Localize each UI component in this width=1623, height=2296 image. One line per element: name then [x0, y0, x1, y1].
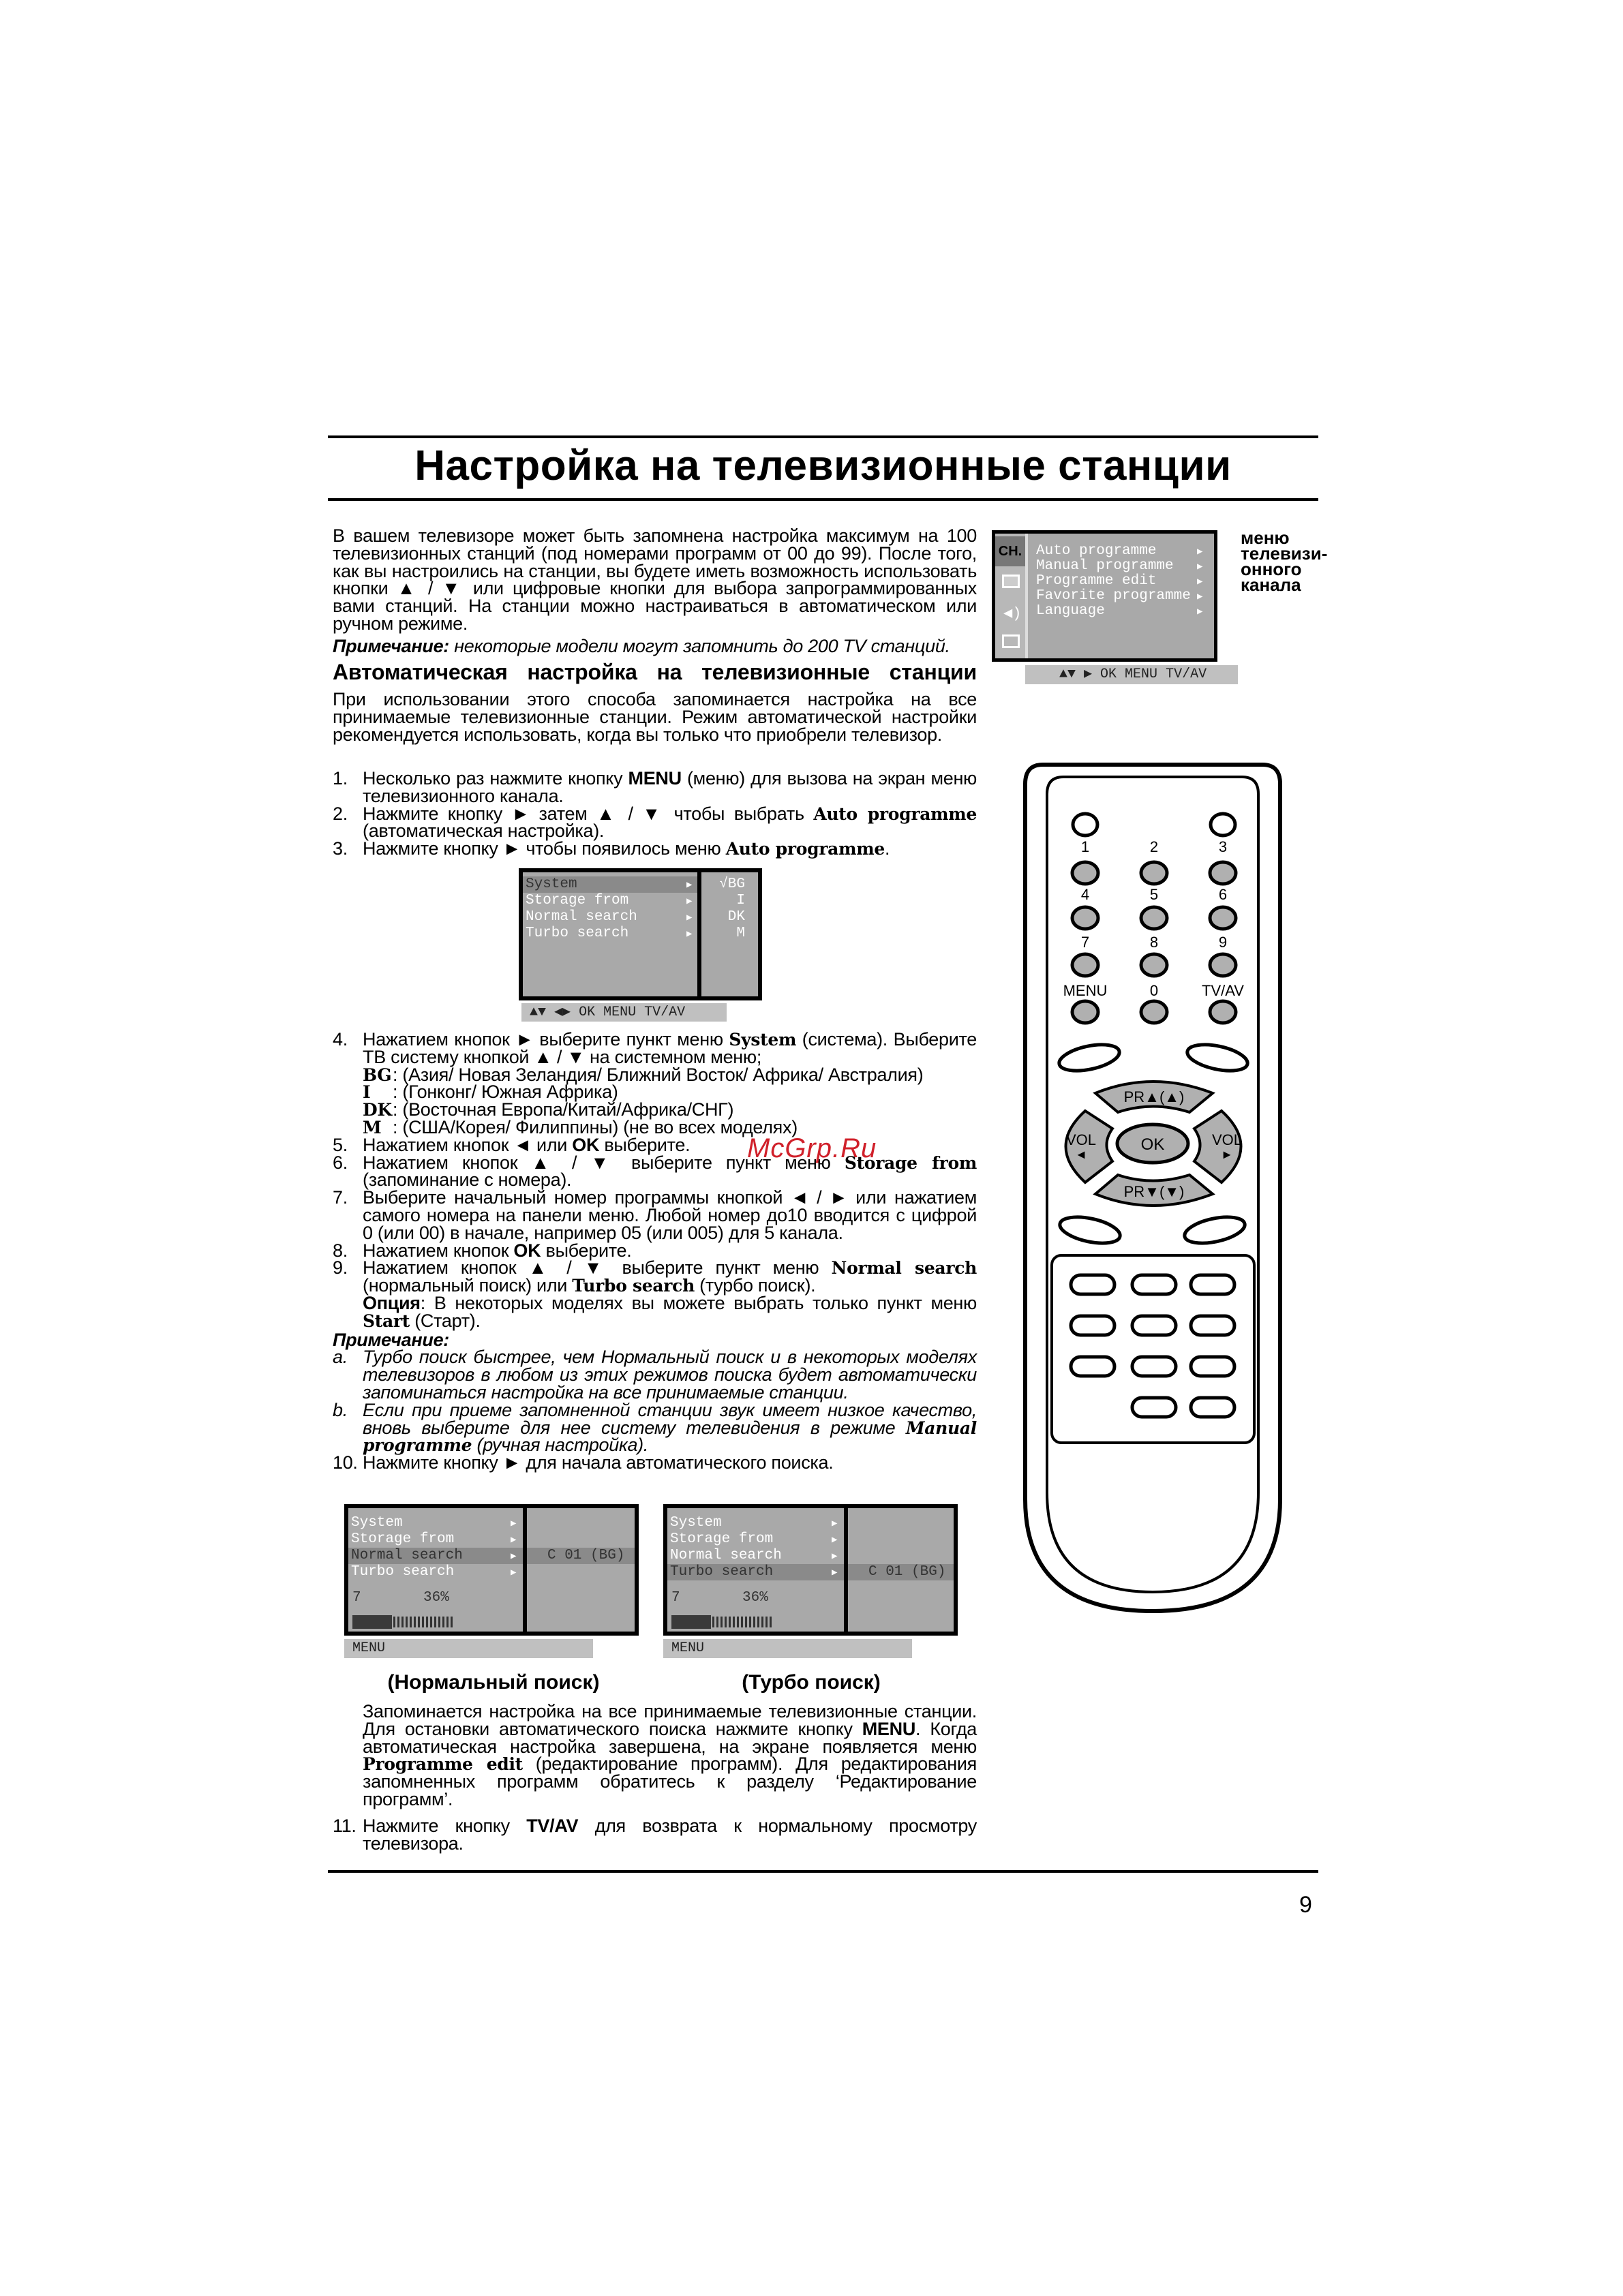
function-button[interactable] [1132, 1275, 1176, 1294]
tv-av-button[interactable] [1210, 1001, 1236, 1023]
digit-6-button[interactable] [1210, 907, 1236, 929]
text-run: . [884, 838, 890, 859]
vol-left-label: VOL [1065, 1131, 1097, 1148]
function-button[interactable] [1071, 1275, 1114, 1294]
text-run: (автоматическая настройка). [363, 821, 605, 842]
caption-line: онного [1241, 559, 1302, 579]
list-number: 11. [333, 1816, 357, 1836]
progress-percent: 36% [423, 1590, 449, 1606]
digit-7-label: 7 [1080, 934, 1090, 951]
chevron-right-icon: ▶ [686, 880, 693, 891]
digit-3-button[interactable] [1210, 862, 1236, 884]
text-run: Нажмите кнопку [363, 1816, 527, 1836]
emphasis-text: Auto programme [725, 839, 885, 859]
vol-left-arrow: ◄ [1075, 1148, 1087, 1161]
chevron-right-icon: ▶ [686, 929, 693, 940]
emphasis-text: MENU [628, 768, 682, 789]
power-button-right[interactable] [1211, 814, 1235, 836]
auto-programme-footer: ▲▼ ◀▶ OK MENU TV/AV [521, 1003, 727, 1022]
digit-9-label: 9 [1218, 934, 1228, 951]
digit-1-label: 1 [1080, 838, 1090, 855]
function-button[interactable] [1191, 1275, 1234, 1294]
function-button[interactable] [1191, 1398, 1234, 1417]
system-code: I [363, 1082, 371, 1103]
system-regions: : (Азия/ Новая Зеландия/ Ближний Восток/ Африка/ Австралия) [393, 1064, 924, 1085]
text-run: (система). Выберите ТВ систему кнопкой ▲ / ▼ на системном меню; [363, 1029, 977, 1067]
menu-label: MENU [1063, 982, 1108, 999]
text-run: Нажатием кнопок ► выберите пункт меню [363, 1029, 729, 1050]
osd-menu-item[interactable]: Storage from [351, 1531, 455, 1547]
text-run: выберите. [599, 1134, 691, 1155]
chevron-right-icon: ▶ [1197, 547, 1203, 557]
ok-label: OK [1140, 1135, 1165, 1154]
osd-menu-item[interactable]: Turbo search [351, 1564, 455, 1580]
watermark: McGrp.Ru [747, 1133, 877, 1163]
list-number: 2. [333, 803, 348, 824]
menu-button[interactable] [1072, 1001, 1098, 1023]
text-run: Нажмите кнопку ► чтобы появилось меню [363, 838, 726, 859]
pr-up-label: PR▲(▲) [1123, 1088, 1185, 1105]
function-button[interactable] [1071, 1357, 1114, 1376]
chevron-right-icon: ▶ [511, 1567, 517, 1578]
programme-number: 7 [671, 1590, 680, 1606]
list-number: b. [333, 1399, 348, 1420]
list-number: 9. [333, 1257, 348, 1279]
osd-menu-item[interactable]: Storage from [670, 1531, 774, 1547]
osd-menu-item[interactable]: Normal search [351, 1548, 463, 1563]
osd-menu-item[interactable]: Auto programme [1036, 543, 1157, 559]
chevron-right-icon: ▶ [511, 1551, 517, 1562]
screen-caption: (Турбо поиск) [742, 1671, 881, 1694]
digit-4-label: 4 [1080, 886, 1090, 903]
tv-system-option[interactable]: √BG [719, 876, 745, 892]
digit-8-label: 8 [1149, 934, 1159, 951]
list-number: 7. [333, 1187, 348, 1208]
osd-menu-item[interactable]: Programme edit [1036, 573, 1157, 589]
osd-menu-item[interactable]: System [351, 1515, 403, 1531]
emphasis-text: Start [363, 1311, 410, 1331]
section-heading: Автоматическая настройка на телевизионные станции [333, 660, 977, 684]
list-number: 6. [333, 1152, 348, 1173]
system-code: BG [363, 1065, 392, 1085]
digit-5-button[interactable] [1141, 907, 1167, 929]
chevron-right-icon: ▶ [686, 913, 693, 923]
text-run: Если при приеме запомненной станции звук имеет низкое качество, вновь выберите для нее систему телевидения в режиме [363, 1399, 977, 1438]
osd-menu-item[interactable]: System [670, 1515, 722, 1531]
list-number: 3. [333, 838, 348, 859]
search-footer: MENU [344, 1639, 593, 1658]
channel-menu-footer: ▲▼ ▶ OK MENU TV/AV [1025, 665, 1238, 684]
digit-1-button[interactable] [1072, 862, 1098, 884]
text-run: (запоминание с номера). [363, 1169, 572, 1191]
text-run: Нажатием кнопок ▲ / ▼ выберите пункт меню [363, 1257, 832, 1279]
chevron-right-icon: ▶ [511, 1518, 517, 1529]
function-button[interactable] [1132, 1398, 1176, 1417]
emphasis-text: Storage from [844, 1152, 977, 1173]
emphasis-text: Auto programme [813, 803, 977, 824]
system-regions: : (Восточная Европа/Китай/Африка/СНГ) [393, 1099, 734, 1120]
function-button[interactable] [1071, 1316, 1114, 1335]
chevron-right-icon: ▶ [511, 1535, 517, 1546]
list-number: 4. [333, 1029, 348, 1050]
system-code: M [363, 1117, 382, 1137]
screen-caption: (Нормальный поиск) [387, 1671, 600, 1694]
power-button-left[interactable] [1073, 814, 1097, 836]
tv-system-option[interactable]: DK [727, 909, 745, 925]
emphasis-text: Опция [363, 1292, 421, 1313]
list-number: a. [333, 1347, 348, 1368]
text-run: (нормальный поиск) или [363, 1275, 573, 1296]
digit-5-label: 5 [1149, 886, 1159, 903]
emphasis-text: OK [572, 1134, 600, 1155]
channel-readout: C 01 (BG) [547, 1548, 625, 1563]
text-run: Нажатием кнопок ▲ / ▼ выберите пункт меню [363, 1152, 845, 1173]
text-run: (ручная настройка). [472, 1435, 649, 1456]
emphasis-text: OK [513, 1240, 541, 1261]
digit-7-button[interactable] [1072, 954, 1098, 976]
function-button[interactable] [1191, 1316, 1234, 1335]
tab-channel[interactable]: CH. [995, 536, 1025, 566]
chevron-right-icon: ▶ [686, 896, 693, 907]
emphasis-text: Normal search [831, 1258, 977, 1279]
digit-2-label: 2 [1149, 838, 1159, 855]
text-run: (редактирование программ). Для редактирования запомненных программ обратитесь к разделу ‘Редактирование программ’. [363, 1754, 977, 1809]
digit-8-button[interactable] [1141, 954, 1167, 976]
note-text: некоторые модели могут запомнить до 200 TV станций. [449, 636, 950, 656]
digit-0-button[interactable] [1141, 1001, 1167, 1023]
progress-percent: 36% [742, 1590, 768, 1606]
system-regions: : (Гонконг/ Южная Африка) [393, 1082, 618, 1103]
note-label: Примечание: [333, 636, 449, 656]
tv-system-option[interactable]: M [736, 925, 745, 941]
emphasis-text: TV/AV [526, 1816, 579, 1836]
digit-4-button[interactable] [1072, 907, 1098, 929]
chevron-right-icon: ▶ [832, 1518, 838, 1529]
osd-menu-item[interactable]: Language [1036, 603, 1105, 619]
osd-menu-item[interactable]: Storage from [526, 893, 629, 908]
vol-right-arrow: ► [1221, 1148, 1233, 1161]
tv-system-option[interactable]: I [736, 893, 745, 908]
caption-line: меню [1241, 527, 1290, 548]
caption-line: телевизи- [1241, 543, 1328, 564]
list-number: 10. [333, 1452, 358, 1473]
chevron-right-icon: ▶ [1197, 607, 1203, 617]
text-run: (меню) для вызова на экран меню телевизионного канала. [363, 768, 977, 806]
text-run: Нажмите кнопку ► для начала автоматического поиска. [363, 1452, 834, 1473]
intro-paragraph-2: При использовании этого способа запоминается настройка на все принимаемые телевизионные станции. Режим автоматической настройки рекомендуется использовать, когда вы только что приобрели телевизор. [333, 689, 977, 745]
text-run: выберите. [541, 1240, 632, 1261]
system-regions: : (США/Корея/ Филиппины) (не во всех моделях) [393, 1116, 798, 1137]
text-run: (турбо поиск). [694, 1275, 816, 1296]
text-run: Нажатием кнопок [363, 1240, 514, 1261]
tv-av-label: TV/AV [1202, 982, 1244, 999]
list-number: 5. [333, 1134, 348, 1155]
emphasis-text: Programme edit [363, 1754, 523, 1775]
text-run: Нажмите кнопку ► затем ▲ / ▼ чтобы выбрать [363, 803, 814, 824]
function-button[interactable] [1191, 1357, 1234, 1376]
text-run: Несколько раз нажмите кнопку [363, 768, 628, 789]
chevron-right-icon: ▶ [1197, 562, 1203, 572]
text-run: . Когда автоматическая настройка завершена, на экране появляется меню [363, 1718, 977, 1757]
digit-6-label: 6 [1218, 886, 1228, 903]
chevron-right-icon: ▶ [832, 1551, 838, 1562]
function-button[interactable] [1132, 1316, 1176, 1335]
function-button[interactable] [1132, 1357, 1176, 1376]
text-run: Запоминается настройка на все принимаемые телевизионные станции. Для остановки автоматического поиска нажмите кнопку [363, 1701, 977, 1739]
channel-readout: C 01 (BG) [868, 1564, 946, 1580]
list-number: 8. [333, 1240, 348, 1261]
text-run: Выберите начальный номер программы кнопкой ◄ / ► или нажатием самого номера на панели меню. Любой номер до10 вводится с цифрой 0 (или 00) в начале, например 05 (или 005) для 5 канала. [363, 1187, 977, 1243]
pr-down-label: PR▼(▼) [1123, 1183, 1185, 1200]
digit-0-label: 0 [1149, 982, 1159, 999]
text-run: для возврата к нормальному просмотру телевизора. [363, 1816, 977, 1854]
emphasis-text: MENU [862, 1718, 916, 1739]
digit-9-button[interactable] [1210, 954, 1236, 976]
programme-number: 7 [352, 1590, 361, 1606]
osd-menu-item[interactable]: Turbo search [670, 1564, 774, 1580]
osd-menu-item[interactable]: Normal search [670, 1548, 782, 1563]
chevron-right-icon: ▶ [1197, 592, 1203, 602]
osd-menu-item[interactable]: Turbo search [526, 925, 629, 941]
intro-paragraph: В вашем телевизоре может быть запомнена настройка максимум на 100 телевизионных станций (под номерами программ от 00 до 99). После того, как вы настроились на станции, вы будете иметь возможность использовать кнопки ▲ / ▼ или цифровые кнопки для выбора запрограммированных вами станций. На станции можно настраиваться в автоматическом или ручном режиме. [333, 525, 977, 634]
text-run: : В некоторых моделях вы можете выбрать только пункт меню [420, 1292, 977, 1313]
page-number: 9 [1299, 1892, 1312, 1918]
osd-menu-item[interactable]: System [526, 876, 577, 892]
text-run: Нажатием кнопок ◄ или [363, 1134, 573, 1155]
chevron-right-icon: ▶ [832, 1535, 838, 1546]
speaker-icon[interactable]: ◀) [1003, 605, 1022, 622]
caption-line: канала [1241, 575, 1301, 595]
osd-menu-item[interactable]: Normal search [526, 909, 637, 925]
emphasis-text: Manual programme [363, 1418, 977, 1456]
osd-menu-item[interactable]: Manual programme [1036, 558, 1174, 574]
digit-3-label: 3 [1218, 838, 1228, 855]
osd-menu-item[interactable]: Favorite programme [1036, 588, 1191, 604]
chevron-right-icon: ▶ [832, 1567, 838, 1578]
search-footer: MENU [663, 1639, 912, 1658]
note-2-label: Примечание: [333, 1329, 449, 1350]
digit-2-button[interactable] [1141, 862, 1167, 884]
vol-right-label: VOL [1211, 1131, 1243, 1148]
list-number: 1. [333, 768, 348, 789]
chevron-right-icon: ▶ [1197, 577, 1203, 587]
system-code: DK [363, 1100, 392, 1120]
page-title: Настройка на телевизионные станции [414, 442, 1232, 489]
text-run: Турбо поиск быстрее, чем Нормальный поиск и в некоторых моделях телевизоров в любом из этих режимов поиска будет автоматически запоминаться настройка на все принимаемые станции. [363, 1347, 977, 1403]
text-run: (Старт). [410, 1310, 481, 1331]
emphasis-text: System [729, 1030, 797, 1050]
emphasis-text: Turbo search [572, 1276, 695, 1296]
